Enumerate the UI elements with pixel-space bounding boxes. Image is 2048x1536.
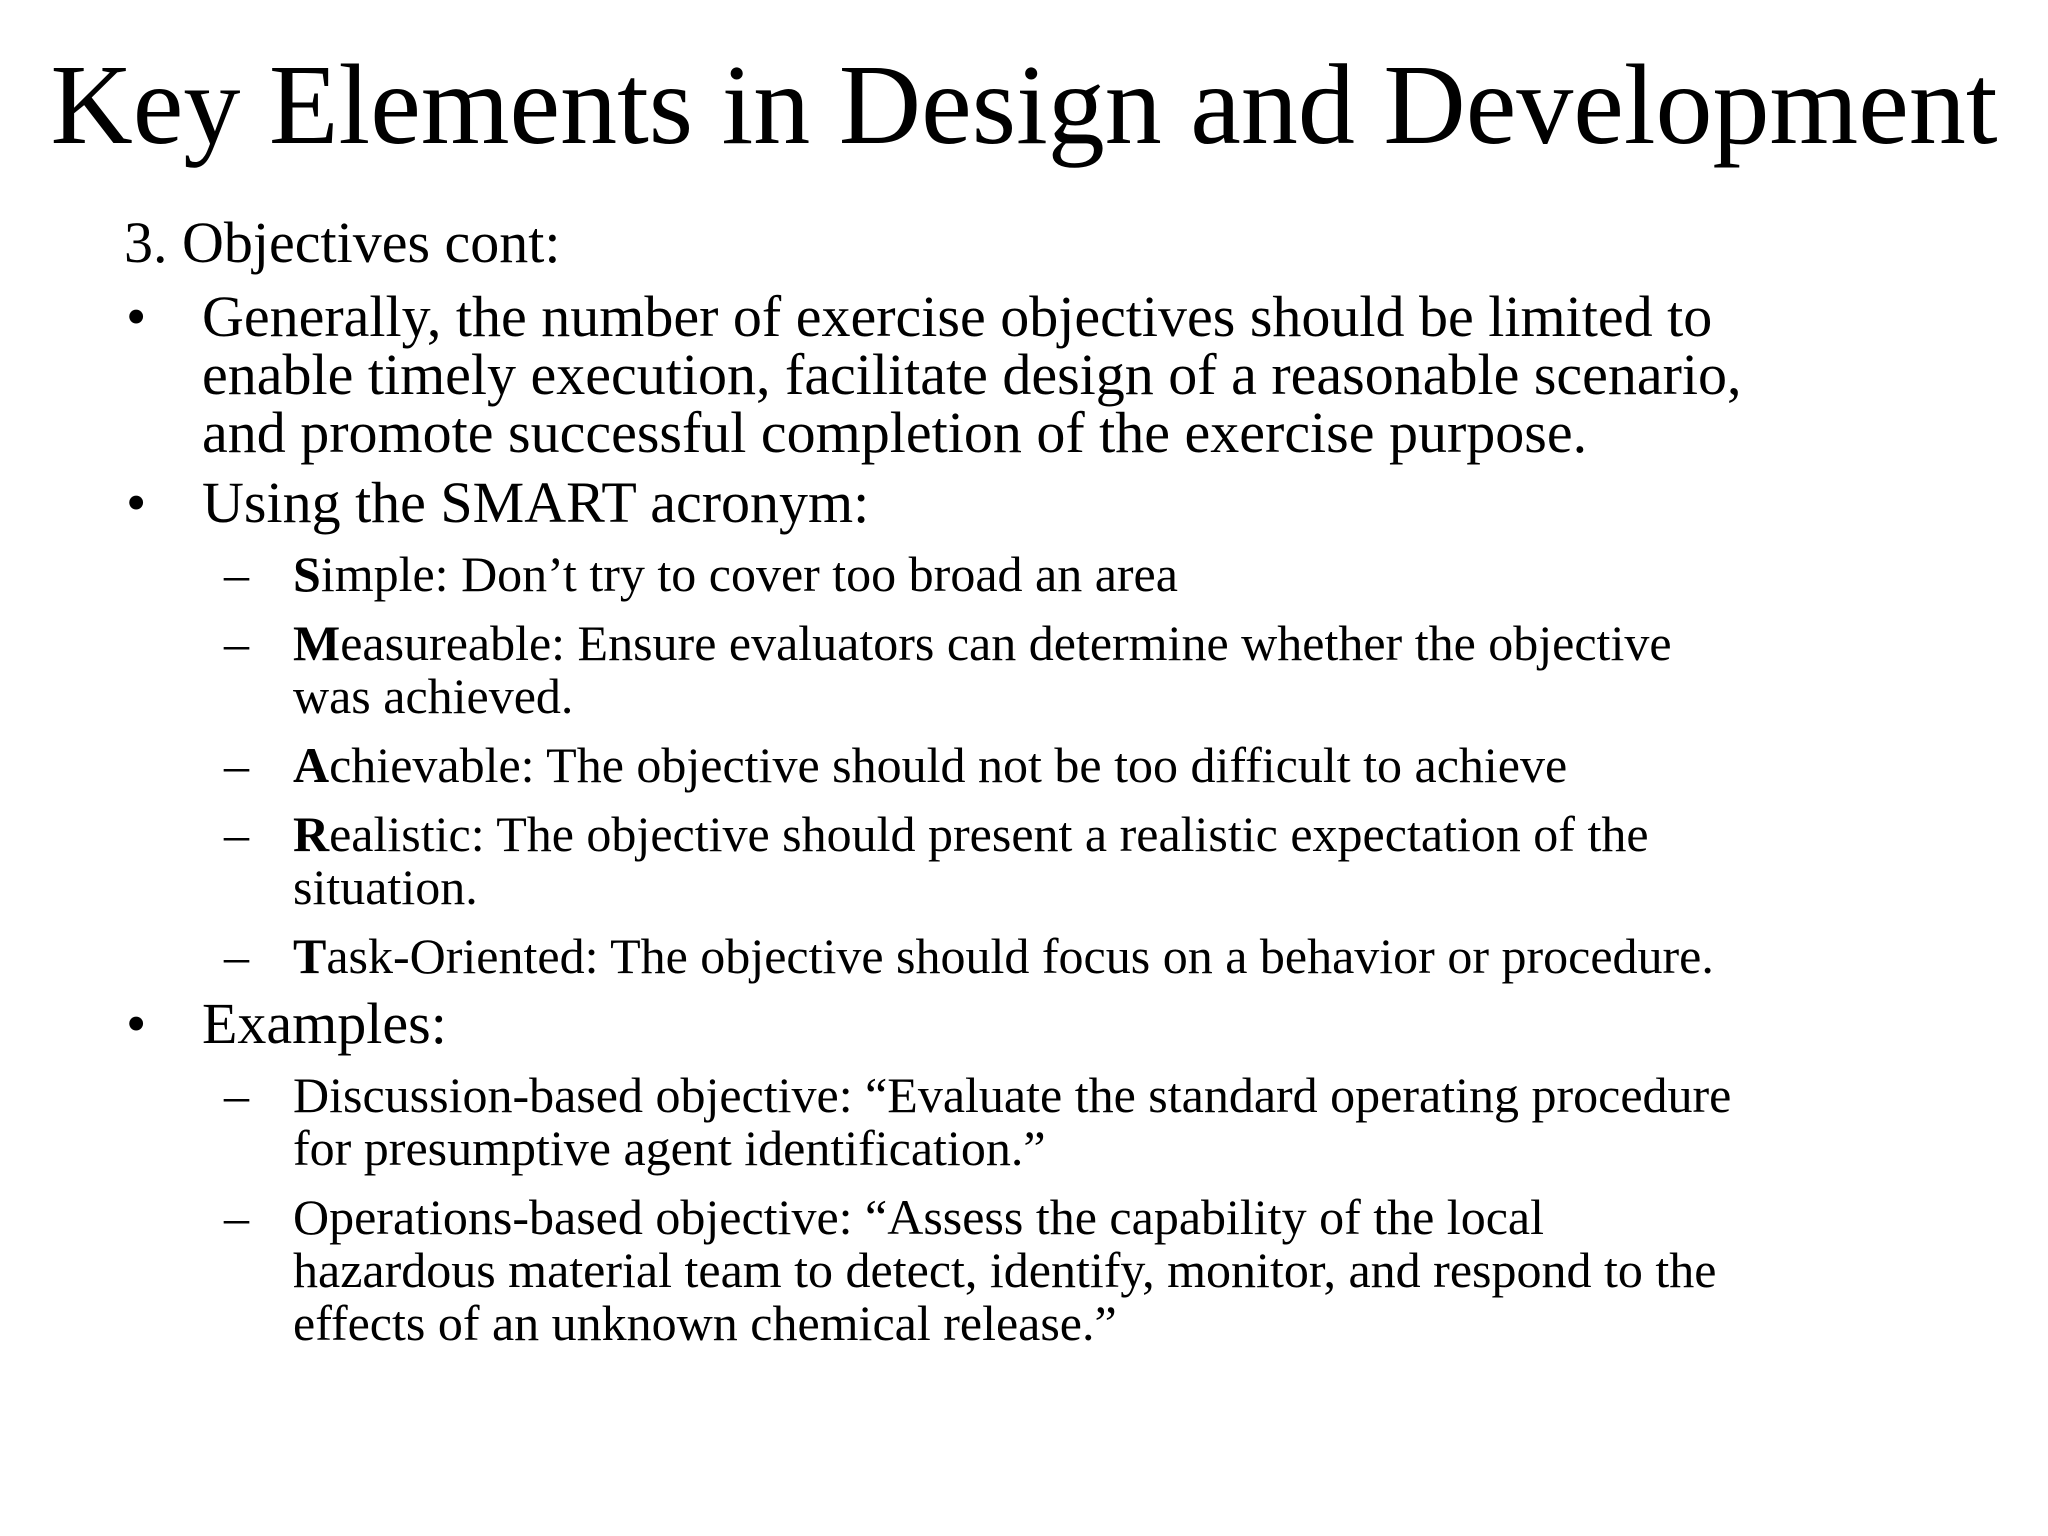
smart-item-text: chievable: The objective should not be too difficult to achieve (329, 737, 1568, 793)
example-text: Operations-based objective: “Assess the capability of the local hazardous material team to detect, identify, monitor, and respond to the effects of an unknown chemical release.” (293, 1189, 1717, 1351)
dash-glyph: – (224, 546, 249, 602)
dash-glyph: – (224, 806, 249, 862)
example-item-operations (124, 1191, 1984, 1350)
dash-glyph: – (224, 737, 249, 793)
section-subhead: 3. Objectives cont: (124, 210, 561, 275)
smart-initial: A (293, 737, 330, 793)
bullet-item (124, 991, 1984, 1056)
dash-glyph: – (224, 1189, 249, 1245)
smart-item-measureable (124, 617, 1984, 723)
example-text: Discussion-based objective: “Evaluate the standard operating procedure for presumptive agent identification.” (293, 1067, 1732, 1176)
slide-title: Key Elements in Design and Development (50, 41, 1998, 168)
examples-list (124, 1069, 1984, 1350)
smart-item-text: imple: Don’t try to cover too broad an area (320, 546, 1178, 602)
smart-initial: M (293, 615, 341, 671)
slide-content (124, 210, 1984, 1350)
bullet-glyph: • (126, 284, 147, 349)
smart-item-task-oriented (124, 930, 1984, 983)
bullet-item (124, 284, 1984, 465)
smart-item-achievable (124, 739, 1984, 792)
smart-item-text: ask-Oriented: The objective should focus on a behavior or procedure. (326, 928, 1714, 984)
bullet-text: Generally, the number of exercise objectives should be limited to enable timely execution, facilitate design of a reasonable scenario, and promote successful completion of the exercise purpose. (202, 284, 1742, 465)
smart-item-text: ealistic: The objective should present a realistic expectation of the situation. (293, 806, 1649, 915)
smart-initial: S (293, 546, 321, 602)
smart-item-text: easureable: Ensure evaluators can determine whether the objective was achieved. (293, 615, 1672, 724)
smart-item-realistic (124, 808, 1984, 914)
example-item-discussion (124, 1069, 1984, 1175)
dash-glyph: – (224, 1067, 249, 1123)
bullet-item (124, 470, 1984, 535)
dash-glyph: – (224, 928, 249, 984)
bullet-text: Using the SMART acronym: (202, 470, 870, 535)
bullet-glyph: • (126, 991, 147, 1056)
smart-list (124, 548, 1984, 983)
bullet-text: Examples: (202, 991, 447, 1056)
smart-initial: T (293, 928, 327, 984)
smart-item-simple (124, 548, 1984, 601)
smart-initial: R (293, 806, 330, 862)
dash-glyph: – (224, 615, 249, 671)
bullet-glyph: • (126, 470, 147, 535)
